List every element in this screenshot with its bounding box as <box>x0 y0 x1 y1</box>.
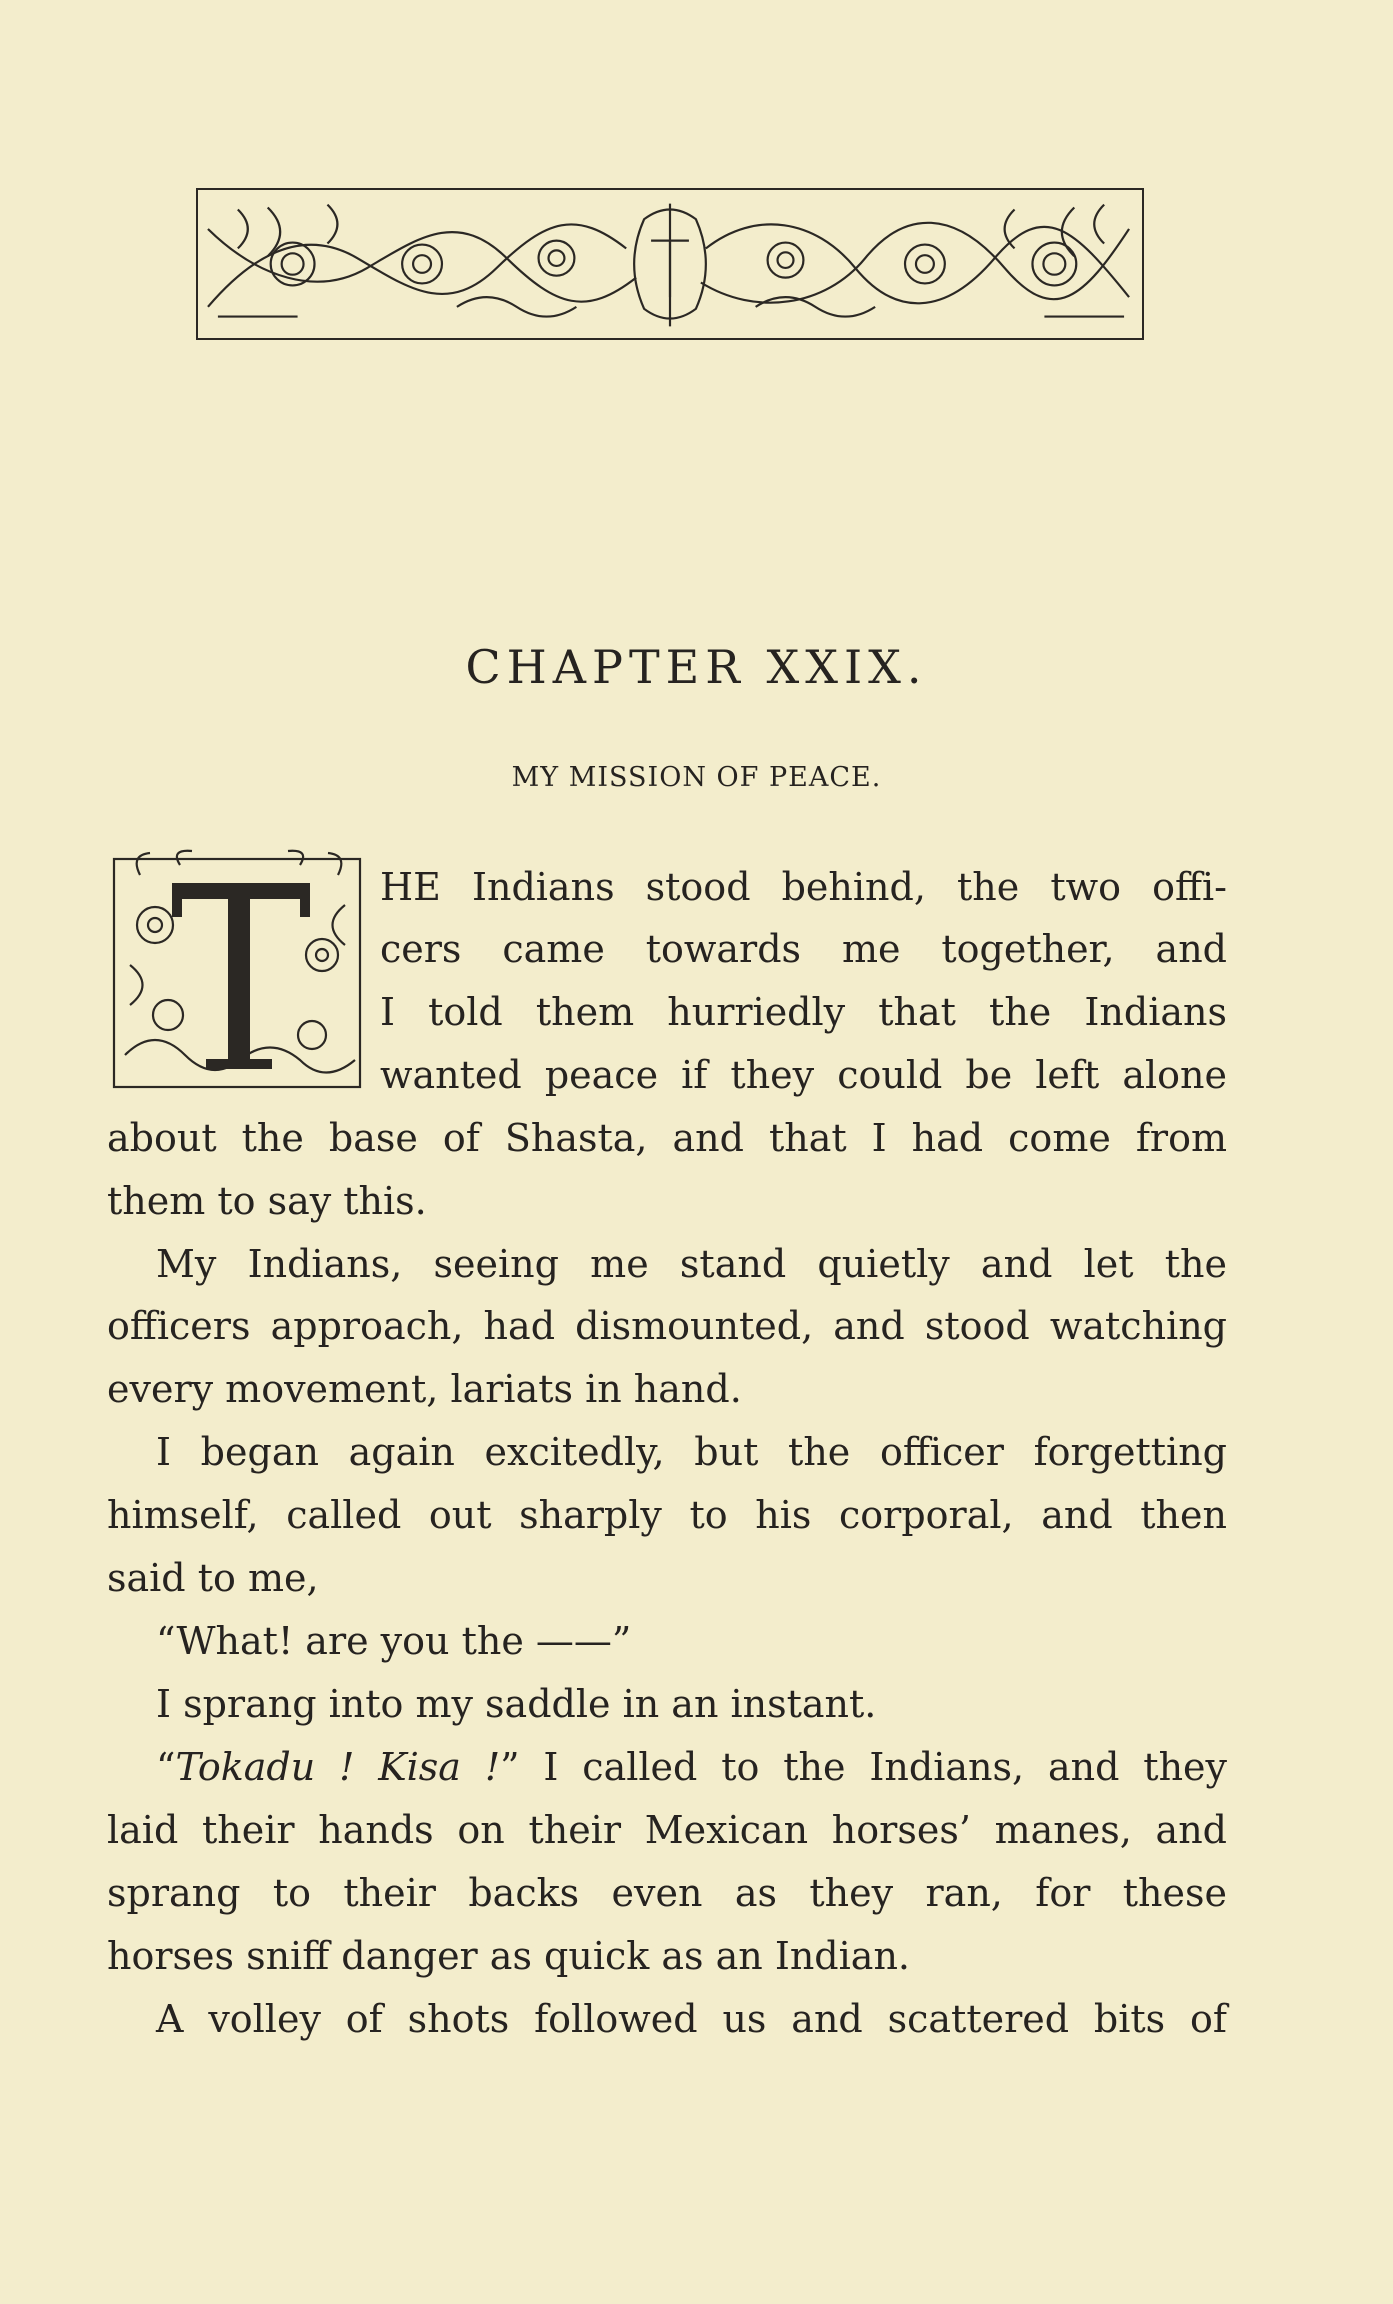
text-line: I sprang into my saddle in an instant. <box>156 1682 877 1726</box>
quote-mark: “ <box>156 1745 176 1789</box>
text-line: every movement, lariats in hand. <box>107 1367 742 1411</box>
text-line: about the base of Shasta, and that I had come from <box>107 1116 1227 1160</box>
text-line <box>156 1745 1227 1789</box>
text-line: wanted peace if they could be left alone <box>380 1053 1227 1097</box>
italic-phrase: Tokadu ! Kisa ! <box>175 1745 501 1789</box>
text-line: “What! are you the ——” <box>156 1619 632 1663</box>
chapter-title: CHAPTER XXIX. <box>465 640 928 694</box>
text-line: My Indians, seeing me stand quietly and let the <box>156 1242 1227 1286</box>
text-line: A volley of shots followed us and scattered bits of <box>156 1997 1227 2041</box>
text-line: horses sniff danger as quick as an Indian. <box>107 1934 910 1978</box>
text-run: ” I called to the Indians, and they <box>500 1745 1227 1789</box>
text-line: cers came towards me together, and <box>380 927 1227 971</box>
text-line: himself, called out sharply to his corporal, and then <box>107 1493 1227 1537</box>
text-line: them to say this. <box>107 1179 427 1223</box>
text-line: officers approach, had dismounted, and stood watching <box>107 1304 1227 1348</box>
text-line: said to me, <box>107 1556 319 1600</box>
text-line: sprang to their backs even as they ran, for these <box>107 1871 1227 1915</box>
text-line: laid their hands on their Mexican horses’ manes, and <box>107 1808 1227 1852</box>
decorated-initial-t <box>110 845 368 1095</box>
text-line: HE Indians stood behind, the two offi- <box>380 865 1227 909</box>
ornamental-headpiece <box>196 188 1144 340</box>
text-line: I began again excitedly, but the officer forgetting <box>156 1430 1227 1474</box>
chapter-subtitle: MY MISSION OF PEACE. <box>511 762 882 793</box>
text-line: I told them hurriedly that the Indians <box>380 990 1227 1034</box>
